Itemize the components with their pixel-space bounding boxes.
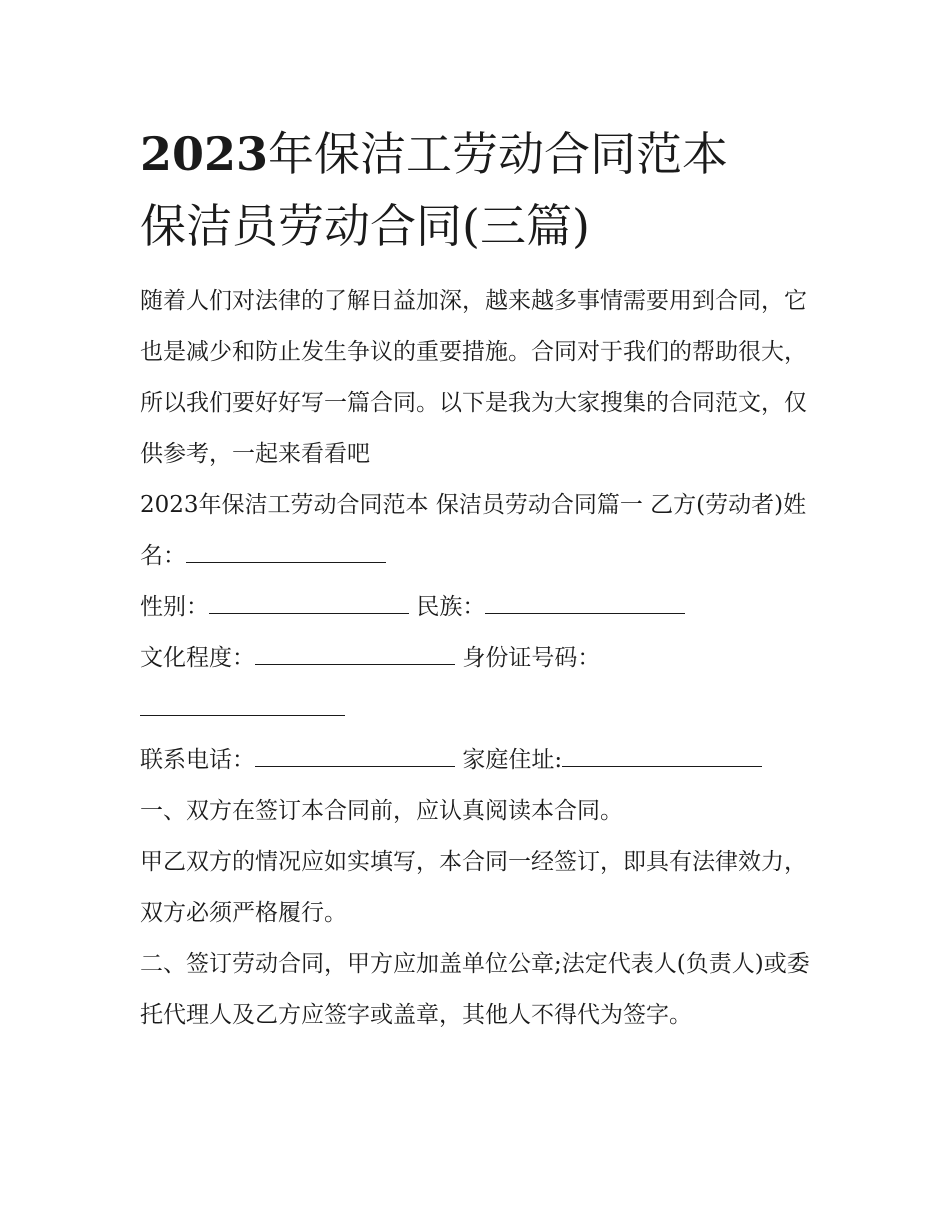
education-label: 文化程度： bbox=[140, 645, 255, 671]
phone-label: 联系电话： bbox=[140, 747, 255, 773]
clause-1-note: 甲乙双方的情况应如实填写，本合同一经签订，即具有法律效力，双方必须严格履行。 bbox=[140, 849, 807, 926]
document-title bbox=[140, 118, 840, 262]
title-year: 2023 bbox=[140, 127, 269, 181]
document-body bbox=[140, 276, 820, 1041]
intro-paragraph: 随着人们对法律的了解日益加深，越来越多事情需要用到合同，它也是减少和防止发生争议的重要措施。合同对于我们的帮助很大，所以我们要好好写一篇合同。以下是我为大家搜集的合同范文，仅供参考，一起来看看吧 bbox=[140, 288, 807, 467]
name-blank bbox=[186, 561, 386, 563]
id-label: 身份证号码： bbox=[462, 645, 601, 671]
phone-address-line bbox=[140, 735, 820, 786]
gender-ethnicity-line bbox=[140, 582, 820, 633]
title-line2: 保洁员劳动合同(三篇) bbox=[140, 199, 590, 253]
title-line1: 年保洁工劳动合同范本 bbox=[268, 127, 729, 181]
education-id-line bbox=[140, 633, 820, 684]
gender-label: 性别： bbox=[140, 594, 209, 620]
address-label: 家庭住址: bbox=[462, 747, 563, 773]
id-blank bbox=[140, 714, 345, 716]
phone-blank bbox=[255, 765, 455, 767]
education-blank bbox=[255, 663, 455, 665]
heading-line: 2023年保洁工劳动合同范本 保洁员劳动合同篇一 乙方(劳动者)姓名： bbox=[140, 492, 807, 569]
clause-1: 一、双方在签订本合同前，应认真阅读本合同。 bbox=[140, 798, 623, 824]
gender-blank bbox=[209, 612, 409, 614]
clause-2: 二、签订劳动合同，甲方应加盖单位公章;法定代表人(负责人)或委托代理人及乙方应签字或盖章，其他人不得代为签字。 bbox=[140, 951, 810, 1028]
id-blank-line bbox=[140, 684, 820, 735]
ethnicity-label: 民族： bbox=[416, 594, 486, 620]
ethnicity-blank bbox=[485, 612, 685, 614]
address-blank bbox=[562, 765, 762, 767]
name-line bbox=[140, 480, 820, 582]
